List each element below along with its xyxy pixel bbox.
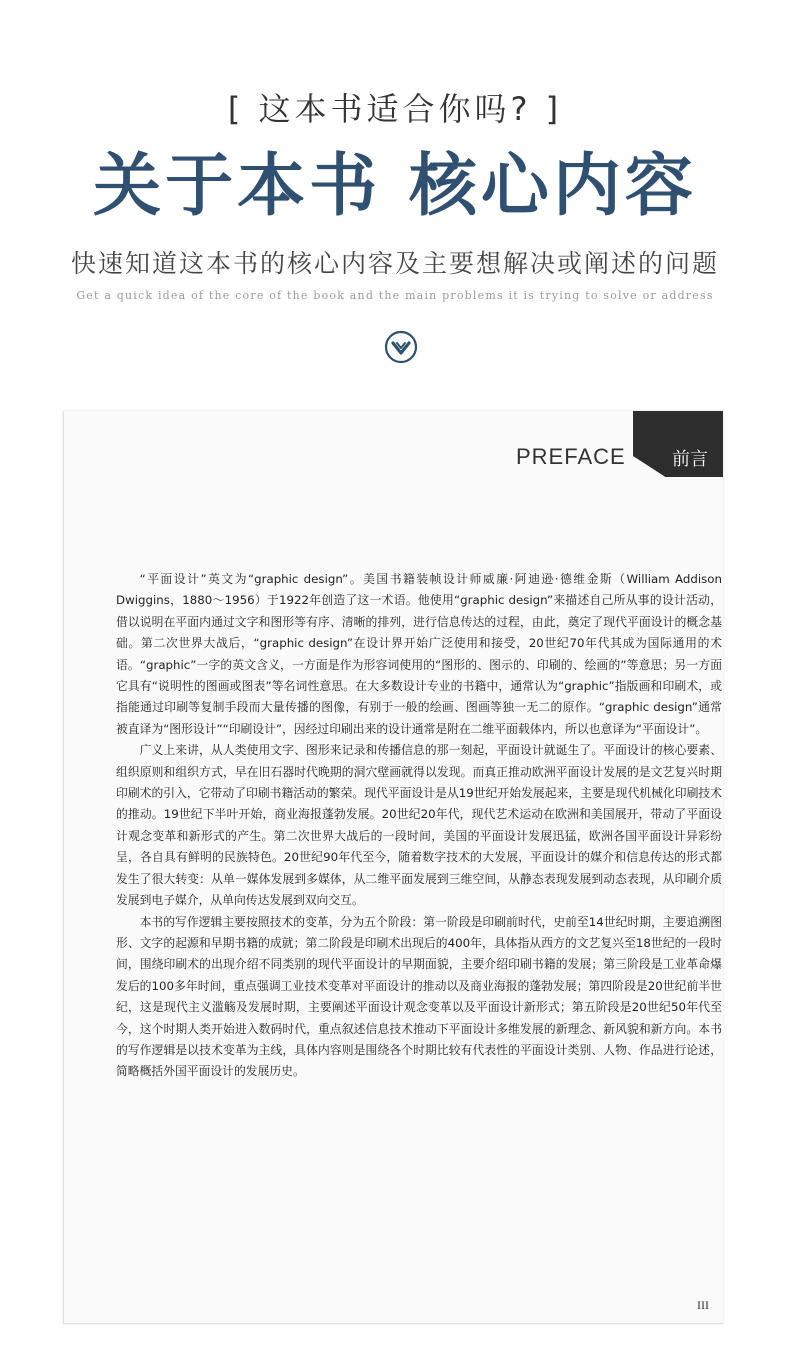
main-title: 关于本书 核心内容: [93, 146, 697, 226]
page-number: III: [697, 1298, 709, 1312]
paragraph: 本书的写作逻辑主要按照技术的变革，分为五个阶段：第一阶段是印刷前时代，史前至14世纪时期，主要追溯图形、文字的起源和早期书籍的成就；第二阶段是印刷术出现后的400年，具体指从西方的文艺复兴至18世纪的一段时间，围绕印刷术的出现介绍不同类别的现代平面设计的早期面貌，主要介绍印刷书籍的发展；第三阶段是工业革命爆发后的100多年时间，重点强调工业技术变革对平面设计的推动以及商业海报的蓬勃发展；第四阶段是20世纪前半世纪，这是现代主义滥觞及发展时期，主要阐述平面设计观念变革以及平面设计新形式；第五阶段是20世纪50年代至今，这个时期人类开始进入数码时代，重点叙述信息技术推动下平面设计多维发展的新理念、新风貌和新方向。本书的写作逻辑是以技术变革为主线，具体内容则是围绕各个时期比较有代表性的平面设计类别、人物、作品进行论述，简略概括外国平面设计的发展历史。: [116, 914, 722, 1079]
preface-label: PREFACE: [516, 444, 626, 469]
subtitle: 快速知道这本书的核心内容及主要想解决或阐述的问题: [70, 249, 719, 278]
paragraph: 广义上来讲，从人类使用文字、图形来记录和传播信息的那一刻起，平面设计就诞生了。平面设计的核心要素、组织原则和组织方式，早在旧石器时代晚期的洞穴壁画就得以发现。而真正推动欧洲平面设计发展的是文艺复兴时期印刷术的引入，它带动了印刷书籍活动的繁荣。现代平面设计是从19世纪开始发展起来，主要是现代机械化印刷技术的推动。19世纪下半叶开始，商业海报蓬勃发展。20世纪20年代，现代艺术运动在欧洲和美国展开，带动了平面设计观念变革和新形式的产生。第二次世界大战后的一段时间，美国的平面设计发展迅猛，欧洲各国平面设计异彩纷呈，各自具有鲜明的民族特色。20世纪90年代至今，随着数字技术的大发展，平面设计的媒介和信息传达的形式都发生了很大转变：从单一媒体发展到多媒体，从二维平面发展到三维空间，从静态表现发展到动态表现，从印刷介质发展到电子媒介，从单向传达发展到双向交互。: [116, 743, 722, 908]
tab-label: 前言: [672, 449, 708, 470]
english-subtitle: Get a quick idea of the core of the book and the main problems it is trying to solve or address: [76, 289, 714, 302]
page-body: [116, 569, 722, 1083]
bracket-title: [ 这本书适合你吗? ]: [227, 90, 563, 128]
paragraph: “平面设计”英文为“graphic design”。美国书籍装帧设计师威廉·阿迪逊·德维金斯（William Addison Dwiggins，1880～1956）于1922年创造了这一术语。他使用“graphic design”来描述自己所从事的设计活动，借以说明在平面内通过文字和图形等有序、清晰的排列，进行信息传达的过程，由此，奠定了现代平面设计的概念基础。第二次世界大战后，“graphic design”在设计界开始广泛使用和接受，20世纪70年代其成为国际通用的术语。“graphic”一字的英文含义，一方面是作为形容词使用的“图形的、图示的、印刷的、绘画的”等意思；另一方面它具有“说明性的图画或图表”等名词性意思。在大多数设计专业的书籍中，通常认为“graphic”指版画和印刷术，或指能通过印刷等复制手段而大量传播的图像，有别于一般的绘画、图画等独一无二的原作。“graphic design”通常被直译为“图形设计”“印刷设计”，因经过印刷出来的设计通常是附在二维平面载体内，所以也意译为“平面设计”。: [116, 572, 722, 736]
book-page: [63, 411, 723, 1324]
chevron-down-circle-icon: [384, 330, 418, 364]
